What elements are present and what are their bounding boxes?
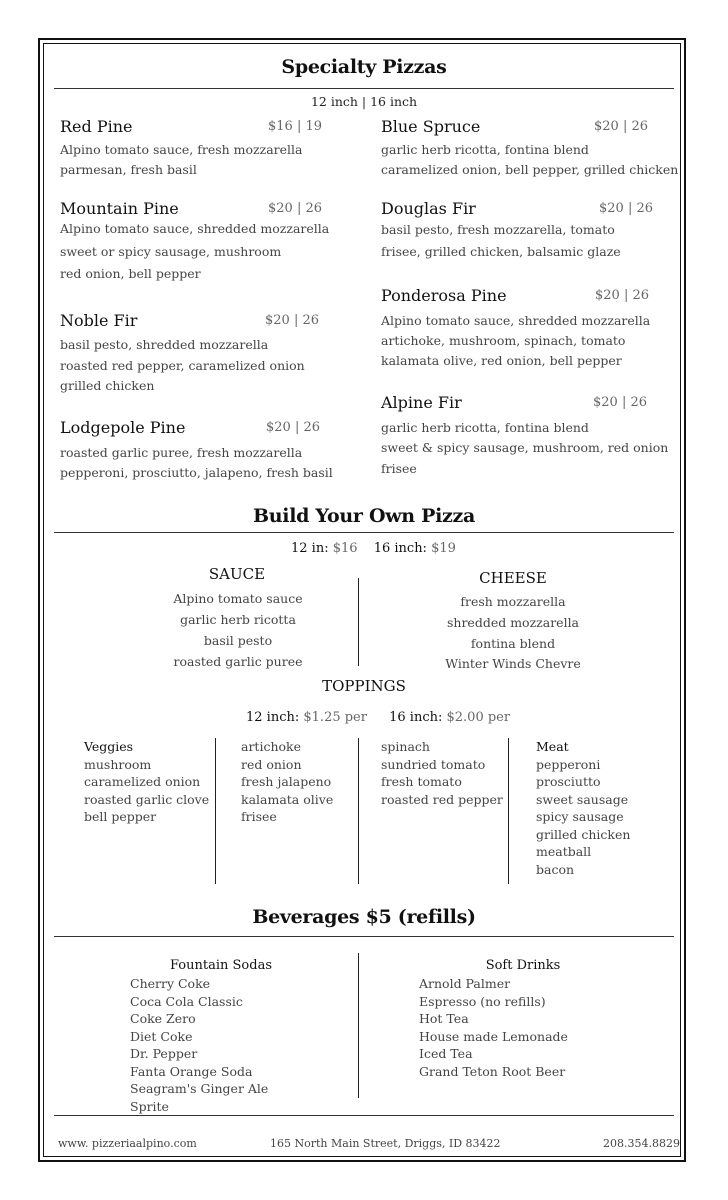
pizza-desc: garlic herb ricotta, fontina blend	[381, 142, 589, 157]
sauce-item: basil pesto	[203, 633, 273, 648]
beverage-item: Coke Zero	[130, 1011, 196, 1026]
sauce-item: garlic herb ricotta	[180, 612, 296, 627]
topping-item: roasted garlic clove	[84, 791, 210, 807]
fountain-list	[130, 975, 268, 1115]
veggies-title: Veggies	[84, 739, 134, 754]
pizza-desc: pepperoni, prosciutto, jalapeno, fresh basil	[60, 465, 333, 480]
topping-item: pepperoni	[536, 756, 601, 772]
fountain-title: Fountain Sodas	[170, 958, 272, 973]
size-label: 16 inch:	[389, 710, 443, 725]
cheese-item: fresh mozzarella	[460, 594, 566, 609]
size-price: $2.00 per	[446, 710, 511, 725]
topping-item: bacon	[536, 861, 575, 877]
pizza-price: $20 | 26	[595, 288, 649, 303]
pizza-price: $20 | 26	[599, 201, 653, 216]
beverage-item: Arnold Palmer	[419, 976, 511, 991]
cheese-title: CHEESE	[479, 569, 547, 587]
divider	[54, 936, 674, 937]
toppings-column	[381, 738, 503, 808]
size-price: $1.25 per	[303, 710, 367, 725]
beverage-item: Cherry Coke	[130, 976, 211, 991]
pizza-name: Red Pine	[60, 117, 133, 136]
beverage-item: Seagram's Ginger Ale	[130, 1081, 269, 1096]
column-divider	[358, 953, 359, 1098]
pizza-desc: frisee, grilled chicken, balsamic glaze	[381, 244, 621, 259]
pizza-desc: roasted garlic puree, fresh mozzarella	[60, 445, 303, 460]
cheese-item: shredded mozzarella	[446, 615, 580, 630]
topping-item: kalamata olive	[241, 791, 334, 807]
sauce-title: SAUCE	[208, 565, 266, 583]
pizza-desc: roasted red pepper, caramelized onion	[60, 358, 305, 373]
column-divider	[358, 738, 359, 884]
meat-title: Meat	[536, 739, 569, 754]
beverage-item: Diet Coke	[130, 1028, 193, 1044]
topping-item: spinach	[381, 739, 430, 754]
topping-item: meatball	[536, 844, 592, 859]
pizza-desc: sweet or spicy sausage, mushroom	[60, 244, 282, 259]
size-label: 12 inch:	[246, 710, 300, 725]
pizza-price: $20 | 26	[594, 119, 648, 134]
divider	[54, 88, 674, 89]
topping-item: grilled chicken	[536, 826, 631, 842]
pizza-name: Mountain Pine	[60, 199, 179, 218]
size-price: $16	[332, 541, 358, 556]
pizza-desc: Alpino tomato sauce, shredded mozzarella	[60, 221, 330, 236]
toppings-column	[241, 738, 333, 826]
pizza-name: Ponderosa Pine	[381, 286, 507, 305]
address: 165 North Main Street, Driggs, ID 83422	[270, 1137, 501, 1150]
website-link[interactable]: www. pizzeriaalpino.com	[58, 1137, 197, 1150]
divider	[54, 1115, 674, 1116]
size-price: $19	[431, 541, 456, 556]
beverage-item: Coca Cola Classic	[130, 993, 243, 1009]
beverage-item: Dr. Pepper	[130, 1046, 198, 1061]
beverage-item: House made Lemonade	[419, 1028, 568, 1044]
topping-item: frisee	[241, 809, 277, 824]
pizza-desc: Alpino tomato sauce, fresh mozzarella	[60, 142, 303, 157]
size-label: 12 in:	[291, 541, 329, 556]
toppings-title: TOPPINGS	[322, 677, 406, 695]
beverage-item: Fanta Orange Soda	[130, 1063, 253, 1079]
topping-item: spicy sausage	[536, 809, 624, 824]
pizza-name: Douglas Fir	[381, 199, 476, 218]
pizza-price: $20 | 26	[266, 420, 320, 435]
pizza-desc: Alpino tomato sauce, shredded mozzarella	[381, 313, 651, 328]
cheese-item: fontina blend	[470, 636, 556, 651]
topping-item: fresh jalapeno	[241, 774, 332, 789]
pizza-desc: basil pesto, shredded mozzarella	[60, 337, 269, 352]
cheese-item: Winter Winds Chevre	[445, 656, 581, 671]
size-label: 16 inch:	[373, 541, 427, 556]
pizza-desc: basil pesto, fresh mozzarella, tomato	[381, 222, 615, 237]
beverage-item: Espresso (no refills)	[419, 993, 546, 1009]
topping-item: red onion	[241, 756, 302, 772]
byo-title: Build Your Own Pizza	[253, 505, 475, 527]
pizza-desc: caramelized onion, bell pepper, grilled chicken	[381, 162, 679, 177]
soft-drinks-title: Soft Drinks	[485, 958, 561, 973]
pizza-price: $20 | 26	[268, 201, 322, 216]
pizza-desc: frisee	[381, 461, 417, 476]
column-divider	[215, 738, 216, 884]
toppings-prices	[246, 710, 510, 725]
topping-item: sweet sausage	[536, 791, 629, 807]
column-divider	[358, 578, 359, 666]
veggies-column	[84, 738, 209, 826]
soft-drinks-list	[419, 975, 568, 1080]
size-header: 12 inch | 16 inch	[310, 94, 418, 109]
phone-number: 208.354.8829	[603, 1137, 680, 1150]
beverage-item: Sprite	[130, 1098, 169, 1114]
pizza-name: Blue Spruce	[381, 117, 481, 136]
beverage-item: Hot Tea	[419, 1011, 469, 1026]
pizza-price: $20 | 26	[593, 395, 647, 410]
topping-item: prosciutto	[536, 774, 601, 789]
specialty-title: Specialty Pizzas	[281, 56, 447, 78]
topping-item: caramelized onion	[84, 774, 201, 789]
pizza-desc: red onion, bell pepper	[60, 266, 201, 281]
byo-size-prices	[291, 541, 456, 556]
topping-item: bell pepper	[84, 809, 157, 824]
topping-item: fresh tomato	[381, 774, 462, 789]
topping-item: sundried tomato	[381, 756, 486, 772]
column-divider	[508, 738, 509, 884]
sauce-item: Alpino tomato sauce	[173, 591, 303, 606]
beverage-item: Grand Teton Root Beer	[419, 1063, 566, 1079]
sauce-item: roasted garlic puree	[173, 654, 303, 669]
pizza-name: Lodgepole Pine	[60, 418, 186, 437]
topping-item: mushroom	[84, 756, 152, 772]
pizza-desc: grilled chicken	[60, 378, 155, 393]
pizza-desc: artichoke, mushroom, spinach, tomato	[381, 333, 626, 348]
pizza-name: Alpine Fir	[381, 393, 462, 412]
pizza-desc: parmesan, fresh basil	[60, 162, 197, 177]
pizza-name: Noble Fir	[60, 311, 138, 330]
topping-item: roasted red pepper	[381, 791, 503, 807]
divider	[54, 532, 674, 533]
pizza-desc: garlic herb ricotta, fontina blend	[381, 420, 589, 435]
beverage-item: Iced Tea	[419, 1046, 473, 1061]
pizza-desc: sweet & spicy sausage, mushroom, red onion	[381, 440, 669, 455]
pizza-desc: kalamata olive, red onion, bell pepper	[381, 353, 622, 368]
beverages-title: Beverages $5 (refills)	[252, 906, 476, 928]
topping-item: artichoke	[241, 739, 301, 754]
meat-column	[536, 738, 630, 878]
pizza-price: $20 | 26	[265, 313, 319, 328]
pizza-price: $16 | 19	[268, 119, 322, 134]
